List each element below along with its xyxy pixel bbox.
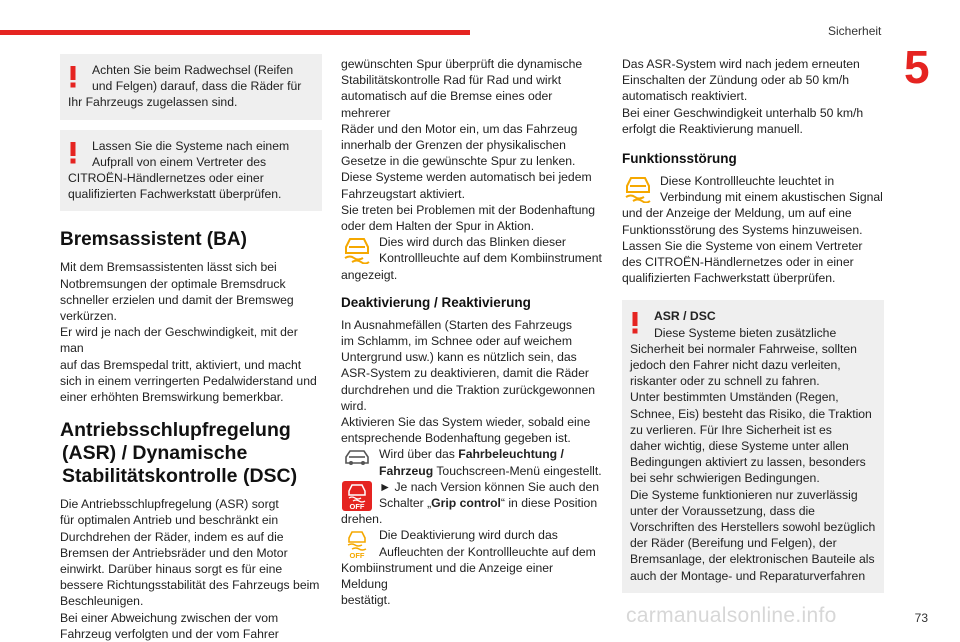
note-line: Lassen Sie die Systeme von einem Vertreter <box>622 238 863 253</box>
warning-text-line: Aufprall von einem Vertreter des <box>92 154 267 169</box>
paragraph-line: Das ASR-System wird nach jedem erneuten <box>622 57 860 71</box>
skid-warning-lamp-icon <box>341 236 373 264</box>
warning-text-line: bei sehr schwierigen Bedingungen. <box>630 471 820 486</box>
icon-label: OFF <box>349 501 365 511</box>
warning-text-line: Bremsanlage, der elektronischen Bauteile als <box>630 552 875 567</box>
heading-deactivation: Deaktivierung / Reaktivierung <box>341 294 531 310</box>
paragraph-line: Durchdrehen der Räder, indem es auf die <box>60 529 284 544</box>
warning-text-line: Bedingungen aktiviert zu lassen, besonders <box>630 455 866 470</box>
paragraph-line: Räder und den Motor ein, um das Fahrzeug <box>341 121 578 136</box>
menu-setting-note <box>341 446 603 478</box>
warning-text-line: qualifizierten Fachwerkstatt überprüfen. <box>68 187 282 202</box>
header-accent-bar <box>0 30 470 35</box>
note-line: angezeigt. <box>341 267 398 282</box>
warning-exclamation-icon <box>69 142 77 164</box>
warning-text-line: auch der Montage- und Reparaturverfahren <box>630 568 866 583</box>
paragraph-line: innerhalb der Grenzen der physikalischen <box>341 138 566 153</box>
paragraph-line: Gesetze in die gewünschte Spur zu lenken. <box>341 154 576 169</box>
paragraph-line: Bei einer Abweichung zwischen der vom <box>60 610 279 625</box>
paragraph-line: Diese Systeme werden automatisch bei jedem <box>341 170 592 185</box>
paragraph-line: Mit dem Bremsassistenten lässt sich bei <box>60 260 277 275</box>
note-line: Funktionsstörung des Systems hinzuweisen. <box>622 222 863 237</box>
grip-control-label: Grip control <box>431 496 501 511</box>
warning-text-line: Schnee, Eis) besteht das Risiko, die Traktion <box>630 406 872 421</box>
warning-box-after-impact <box>60 130 322 212</box>
paragraph-line: für optimalen Antrieb und beschränkt ein <box>60 513 279 528</box>
paragraph-line: Fahrzeugstart aktiviert. <box>341 186 465 201</box>
note-line: und der Anzeige der Meldung, um auf eine <box>622 206 852 221</box>
note-line: Aufleuchten der Kontrollleuchte auf dem <box>379 544 596 559</box>
warning-text-line: jedoch den Fahrer nicht dazu verleiten, <box>630 358 841 373</box>
deactivation-lamp-note <box>341 527 603 608</box>
note-text: Wird über das <box>379 447 459 462</box>
warning-text-line: Achten Sie beim Radwechsel (Reifen <box>92 63 294 77</box>
note-line: Kontrollleuchte auf dem Kombiinstrument <box>379 251 602 266</box>
paragraph-line: im Schlamm, im Schnee oder auf weichem <box>341 334 572 349</box>
warning-text-line: zu verlieren. Für Ihre Sicherheit ist es <box>630 422 832 437</box>
note-line: drehen. <box>341 512 383 527</box>
warning-text-line: Die Systeme funktionieren nur zuverlässig <box>630 487 858 502</box>
blink-lamp-note <box>341 234 603 283</box>
dsc-text <box>341 56 603 234</box>
paragraph-line: Aktivieren Sie das System wieder, sobald eine <box>341 415 591 430</box>
note-text: “ in diese Position <box>500 496 598 511</box>
warning-text-line: daher wichtig, diese Systeme unter allen <box>630 439 849 454</box>
warning-text-line: der Räder (Bereifung und Felgen), der <box>630 536 837 551</box>
skid-warning-lamp-icon <box>622 175 654 203</box>
column-1 <box>60 54 322 642</box>
paragraph-line: Fahrzeug verfolgten und der vom Fahrer <box>60 626 279 641</box>
warning-text-line: CITROËN-Händlernetzes oder einer <box>68 171 264 186</box>
warning-text-line: riskanter oder zu schnell zu fahren. <box>630 374 820 389</box>
note-line: des CITROËN-Händlernetzes oder in einer <box>622 255 854 270</box>
paragraph-line: bessere Richtungsstabilität des Fahrzeugs beim <box>60 578 320 593</box>
paragraph-line: Er wird je nach der Geschwindigkeit, mit der man <box>60 325 298 356</box>
paragraph-line: Stabilitätskontrolle Rad für Rad und wirkt <box>341 73 562 88</box>
grip-control-note <box>341 479 603 528</box>
paragraph-line: Bremsen der Antriebsräder und den Motor <box>60 545 288 560</box>
heading-brake-assist: Bremsassistent (BA) <box>60 229 247 251</box>
paragraph-line: Sie treten bei Problemen mit der Bodenhaftung <box>341 202 596 217</box>
page-number: 73 <box>914 611 928 625</box>
paragraph-line: automatisch auf die Bremse eines oder mehrerer <box>341 89 553 120</box>
warning-box-wheel-change <box>60 54 322 120</box>
reactivation-text <box>622 56 884 137</box>
paragraph-line: In Ausnahmefällen (Starten des Fahrzeugs <box>341 317 573 332</box>
note-line: qualifizierten Fachwerkstatt überprüfen. <box>622 271 836 286</box>
paragraph-line: oder dem Halten der Spur in Aktion. <box>341 219 535 234</box>
warning-text-line: Vorschriften des Herstellers sowohl bezüglich <box>630 520 876 535</box>
column-3 <box>622 54 884 603</box>
paragraph-line: Beschleunigen. <box>60 594 144 609</box>
paragraph-line: automatisch reaktiviert. <box>622 89 748 104</box>
section-title: Sicherheit <box>828 24 882 38</box>
asr-text <box>60 496 322 642</box>
warning-text-line: Lassen Sie die Systeme nach einem <box>92 138 290 153</box>
paragraph-line: Untergrund usw.) kann es nützlich sein, das <box>341 350 577 365</box>
paragraph-line: wird. <box>341 398 367 413</box>
heading-malfunction: Funktionsstörung <box>622 151 737 167</box>
icon-label: OFF <box>349 551 365 560</box>
paragraph-line: einer erhöhten Bremswirkung bemerkbar. <box>60 390 284 405</box>
note-line: bestätigt. <box>341 593 391 608</box>
note-line: Kombiinstrument und die Anzeige einer Meldung <box>341 560 554 592</box>
warning-exclamation-icon <box>69 66 77 88</box>
paragraph-line: Notbremsungen der optimale Bremsdruck <box>60 276 286 291</box>
car-menu-icon <box>341 449 373 467</box>
note-line <box>379 463 603 479</box>
note-text: Schalter „ <box>379 496 432 511</box>
paragraph-line: gewünschten Spur überprüft die dynamische <box>341 57 583 71</box>
paragraph-line: sich in einem verringerten Pedalwiderstand und <box>60 373 317 388</box>
column-2 <box>341 54 603 609</box>
warning-title: ASR / DSC <box>654 309 716 324</box>
paragraph-line: Die Antriebsschlupfregelung (ASR) sorgt <box>60 497 279 512</box>
paragraph-line: verkürzen. <box>60 309 117 324</box>
heading-line: Antriebsschlupfregelung <box>60 419 291 442</box>
heading-line: Stabilitätskontrolle (DSC) <box>62 465 298 488</box>
malfunction-lamp-note <box>622 173 884 286</box>
esc-off-button-icon <box>341 481 373 511</box>
paragraph-line: Bei einer Geschwindigkeit unterhalb 50 km/h <box>622 105 864 120</box>
note-line: ► Je nach Version können Sie auch den <box>379 479 600 494</box>
heading-asr-dsc <box>60 419 322 488</box>
note-text: Touchscreen-Menü eingestellt. <box>433 463 602 478</box>
note-line: Verbindung mit einem akustischen Signal <box>660 190 883 205</box>
paragraph-line: durchdrehen und die Traktion zurückgewonnen <box>341 382 596 397</box>
paragraph-line: erfolgt die Reaktivierung manuell. <box>622 121 803 136</box>
paragraph-line: auf das Bremspedal tritt, aktiviert, und macht <box>60 357 302 372</box>
menu-path-text: Fahrzeug <box>379 463 434 478</box>
chapter-number: 5 <box>904 41 930 93</box>
note-line <box>379 446 603 462</box>
warning-text-line: Unter bestimmten Umständen (Regen, <box>630 390 839 405</box>
paragraph-line: ASR-System zu deaktivieren, damit die Räder <box>341 366 589 381</box>
menu-path-text: Fahrbeleuchtung / <box>458 447 564 462</box>
watermark: carmanualsonline.info <box>626 604 837 627</box>
warning-text-line: und Felgen) darauf, dass die Räder für <box>92 79 302 94</box>
paragraph-line: entsprechende Bodenhaftung gegeben ist. <box>341 431 571 446</box>
esc-off-lamp-icon <box>341 529 373 559</box>
paragraph-line: Einschalten der Zündung oder ab 50 km/h <box>622 73 849 88</box>
brake-assist-text <box>60 259 322 405</box>
note-line: Die Deaktivierung wird durch das <box>379 528 558 543</box>
warning-text-line: Ihr Fahrzeugs zugelassen sind. <box>68 95 238 110</box>
note-line: Dies wird durch das Blinken dieser <box>379 235 566 250</box>
warning-box-asr-dsc <box>622 300 884 592</box>
heading-line: (ASR) / Dynamische <box>62 442 248 465</box>
note-line <box>379 495 603 511</box>
deactivation-text <box>341 317 603 447</box>
warning-text-line: unter der Voraussetzung, dass die <box>630 503 815 518</box>
warning-text-line: Diese Systeme bieten zusätzliche <box>654 325 837 340</box>
paragraph-line: schneller erzielen und damit der Bremsweg <box>60 292 294 307</box>
paragraph-line: einwirkt. Darüber hinaus sorgt es für eine <box>60 562 283 577</box>
warning-text-line: Sicherheit bei normaler Fahrweise, sollten <box>630 341 857 356</box>
note-line: Diese Kontrollleuchte leuchtet in <box>660 174 835 189</box>
warning-exclamation-icon <box>631 312 639 334</box>
